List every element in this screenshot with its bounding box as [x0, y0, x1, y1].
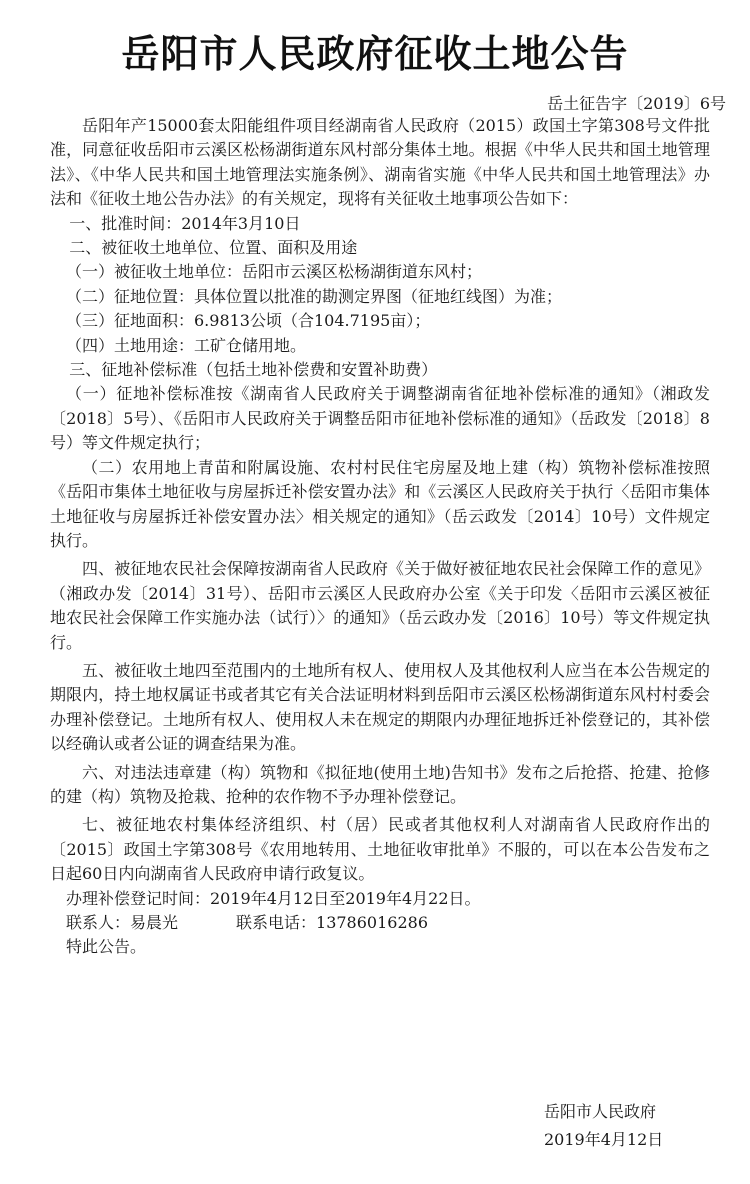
section-registration: 五、被征收土地四至范围内的土地所有权人、使用权人及其他权利人应当在本公告规定的期限内，持土地权属证书或者其它有关合法证明材料到岳阳市云溪区松杨湖街道东风村村委会办理补偿登记。土地所有权人、使用权人未在规定的期限内办理征地拆迁补偿登记的，其补偿以经确认或者公证的调查结果为准。: [50, 660, 710, 754]
land-info-item: （一）被征收土地单位：岳阳市云溪区松杨湖街道东风村；: [66, 262, 483, 282]
land-info-item: （三）征地面积：6.9813公顷（合104.7195亩）；: [66, 311, 431, 331]
land-info-item: （二）征地位置：具体位置以批准的勘测定界图（征地红线图）为准；: [66, 286, 563, 306]
closing-text: 特此公告。: [66, 937, 147, 957]
intro-paragraph: 岳阳年产15000套太阳能组件项目经湖南省人民政府（2015）政国土字第308号文件批准，同意征收岳阳市云溪区松杨湖街道东风村部分集体土地。根据《中华人民共和国土地管理法》、《中华人民共和国土地管理法实施条例》、湖南省实施《中华人民共和国土地管理法》办法和《征收土地公告办法》的有关规定，现将有关征收土地事项公告如下：: [50, 116, 710, 209]
compensation-item-1: （一）征地补偿标准按《湖南省人民政府关于调整湖南省征地补偿标准的通知》（湘政发〔2018〕5号）、《岳阳市人民政府关于调整岳阳市征地补偿标准的通知》（岳政发〔2018〕8号）等文件规定执行；: [50, 384, 710, 453]
contact-line: [50, 911, 710, 935]
document-number: 岳土征告字〔2019〕6号: [547, 94, 726, 113]
contact-person: 联系人：易晨光: [66, 913, 179, 932]
issuer-name: 岳阳市人民政府: [544, 1102, 657, 1121]
signature-block: [544, 1098, 663, 1154]
section-review: 七、被征地农村集体经济组织、村（居）民或者其他权利人对湖南省人民政府作出的〔2015〕政国土字第308号《农用地转用、土地征收审批单》不服的，可以在本公告发布之日起60日内向湖南省人民政府申请行政复议。: [50, 815, 710, 884]
section-compensation-heading: 三、征地补偿标准（包括土地补偿费和安置补助费）: [69, 360, 438, 380]
section-illegal-buildings: 六、对违法违章建（构）筑物和《拟征地(使用土地)告知书》发布之后抢搭、抢建、抢修的建（构）筑物及抢栽、抢种的农作物不予办理补偿登记。: [50, 762, 710, 806]
issue-date: 2019年4月12日: [544, 1130, 664, 1149]
section-land-info-heading: 二、被征收土地单位、位置、面积及用途: [69, 238, 358, 258]
registration-time: 办理补偿登记时间：2019年4月12日至2019年4月22日。: [66, 888, 481, 908]
notice-body: [50, 114, 710, 960]
compensation-item-2: （二）农用地上青苗和附属设施、农村村民住宅房屋及地上建（构）筑物补偿标准按照《岳阳市集体土地征收与房屋拆迁补偿安置办法》和《云溪区人民政府关于执行〈岳阳市集体土地征收与房屋拆迁补偿安置办法〉相关规定的通知》（岳云政发〔2014〕10号）文件规定执行。: [50, 457, 710, 550]
contact-phone: 联系电话：13786016286: [236, 913, 428, 932]
land-info-item: （四）土地用途：工矿仓储用地。: [66, 335, 307, 355]
section-social-security: 四、被征地农民社会保障按湖南省人民政府《关于做好被征地农民社会保障工作的意见》（湘政办发〔2014〕31号）、岳阳市云溪区人民政府办公室《关于印发〈岳阳市云溪区被征地农民社会保障工作实施办法（试行）〉的通知》（岳云政办发〔2016〕10号）等文件规定执行。: [50, 559, 710, 652]
page-title: 岳阳市人民政府征收土地公告: [121, 32, 629, 76]
section-approval-time: 一、批准时间：2014年3月10日: [69, 213, 301, 233]
